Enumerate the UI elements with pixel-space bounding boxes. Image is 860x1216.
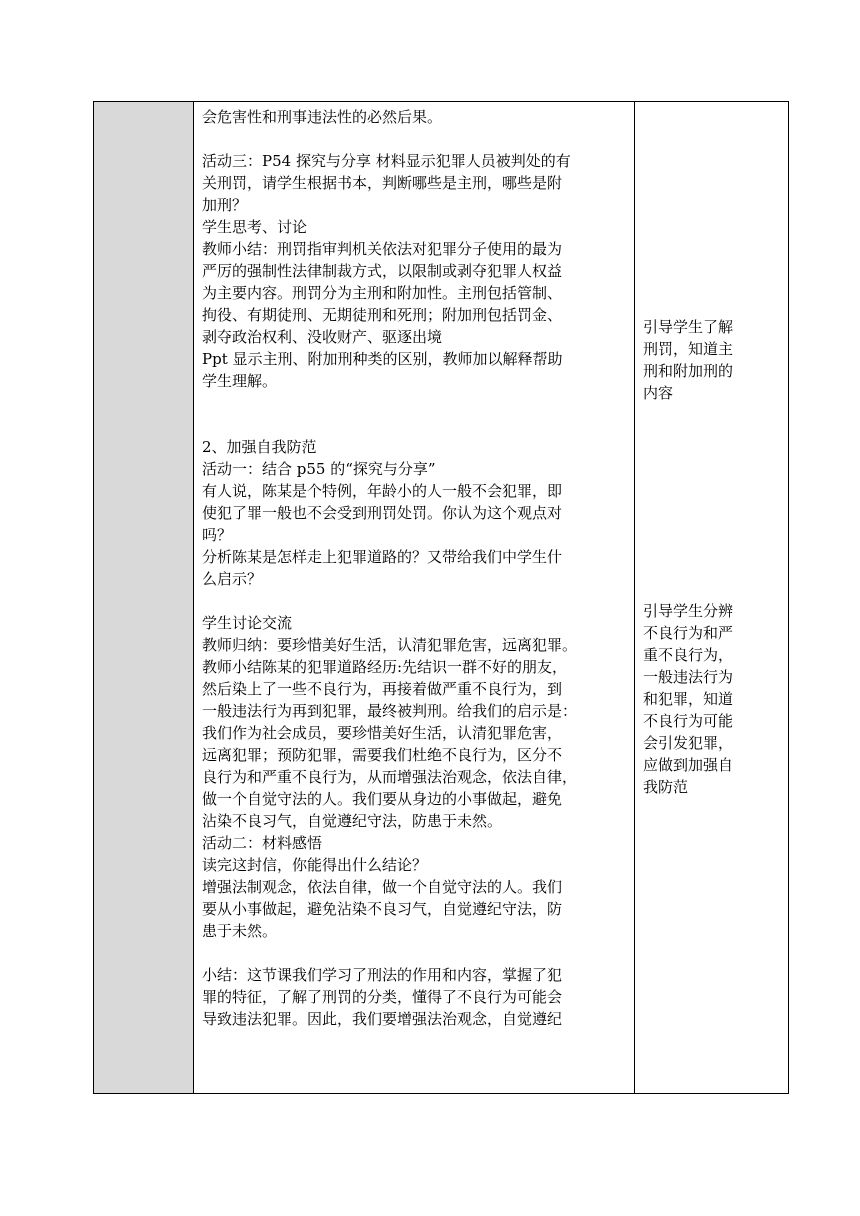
text-line: 活动二：材料感悟 <box>202 834 323 852</box>
text-line: 然后染上了一些不良行为，再接着做严重不良行为，到 <box>202 680 563 698</box>
text-line: 良行为和严重不良行为，从而增强法治观念，依法自律， <box>202 768 578 786</box>
text-line: 做一个自觉守法的人。我们要从身边的小事做起，避免 <box>202 790 563 808</box>
text-line: 严厉的强制性法律制裁方式，以限制或剥夺犯罪人权益 <box>202 262 563 280</box>
text-line: 罪的特征，了解了刑罚的分类，懂得了不良行为可能会 <box>202 988 563 1006</box>
text-line: 学生理解。 <box>202 372 278 390</box>
text-line: 远离犯罪；预防犯罪，需要我们杜绝不良行为，区分不 <box>202 746 563 764</box>
note-line: 我防范 <box>643 778 689 796</box>
text-line: 加刑？ <box>202 196 248 214</box>
text-line: 读完这封信，你能得出什么结论？ <box>202 856 428 874</box>
text-line: 一般违法行为再到犯罪，最终被判刑。给我们的启示是： <box>202 702 578 720</box>
note-line: 和犯罪，知道 <box>643 690 734 708</box>
text-line: 我们作为社会成员，要珍惜美好生活，认清犯罪危害， <box>202 724 563 742</box>
text-line: 教师小结陈某的犯罪道路经历:先结识一群不好的朋友， <box>202 658 568 676</box>
text-line: 关刑罚，请学生根据书本，判断哪些是主刑，哪些是附 <box>202 174 563 192</box>
left-shaded-column <box>94 102 194 1093</box>
text-line: 沾染不良习气，自觉遵纪守法，防患于未然。 <box>202 812 503 830</box>
text-line: 分析陈某是怎样走上犯罪道路的？又带给我们中学生什 <box>202 548 563 566</box>
note-line: 内容 <box>643 384 674 402</box>
lesson-plan-table <box>93 101 789 1094</box>
text-line: 活动一：结合 p55 的“探究与分享” <box>202 460 436 478</box>
text-line: 增强法制观念，依法自律，做一个自觉守法的人。我们 <box>202 878 563 896</box>
text-line: Ppt 显示主刑、附加刑种类的区别，教师加以解释帮助 <box>202 350 563 368</box>
text-line: 有人说，陈某是个特例，年龄小的人一般不会犯罪，即 <box>202 482 563 500</box>
text-line: 学生讨论交流 <box>202 614 293 632</box>
section-heading: 2、加强自我防范 <box>202 438 317 456</box>
note-line: 一般违法行为 <box>643 668 734 686</box>
teaching-content-column <box>194 102 635 1093</box>
note-line: 引导学生分辨 <box>643 602 734 620</box>
note-line: 不良行为可能 <box>643 712 734 730</box>
text-line: 剥夺政治权利、没收财产、驱逐出境 <box>202 328 443 346</box>
text-line: 会危害性和刑事违法性的必然后果。 <box>202 108 443 126</box>
text-line: 吗？ <box>202 526 233 544</box>
text-line: 为主要内容。刑罚分为主刑和附加性。主刑包括管制、 <box>202 284 563 302</box>
note-line: 不良行为和严 <box>643 624 734 642</box>
note-line: 引导学生了解 <box>643 318 734 336</box>
text-line: 使犯了罪一般也不会受到刑罚处罚。你认为这个观点对 <box>202 504 563 522</box>
text-line: 小结：这节课我们学习了刑法的作用和内容，掌握了犯 <box>202 966 563 984</box>
note-understand-penalties <box>643 316 733 404</box>
note-line: 应做到加强自 <box>643 756 734 774</box>
text-line: 要从小事做起，避免沾染不良习气，自觉遵纪守法，防 <box>202 900 563 918</box>
text-line: 么启示？ <box>202 570 263 588</box>
text-line: 患于未然。 <box>202 922 278 940</box>
text-line: 活动三：P54 探究与分享 材料显示犯罪人员被判处的有 <box>202 152 571 170</box>
text-line: 拘役、有期徒刑、无期徒刑和死刑；附加刑包括罚金、 <box>202 306 563 324</box>
text-line: 学生思考、讨论 <box>202 218 308 236</box>
note-distinguish-behaviors <box>643 600 733 798</box>
note-line: 刑罚，知道主 <box>643 340 734 358</box>
note-line: 会引发犯罪， <box>643 734 734 752</box>
text-line: 导致违法犯罪。因此，我们要增强法治观念，自觉遵纪 <box>202 1010 563 1028</box>
note-line: 刑和附加刑的 <box>643 362 734 380</box>
text-line: 教师归纳：要珍惜美好生活，认清犯罪危害，远离犯罪。 <box>202 636 578 654</box>
text-line: 教师小结：刑罚指审判机关依法对犯罪分子使用的最为 <box>202 240 563 258</box>
note-line: 重不良行为， <box>643 646 734 664</box>
design-intent-column <box>635 102 788 1093</box>
